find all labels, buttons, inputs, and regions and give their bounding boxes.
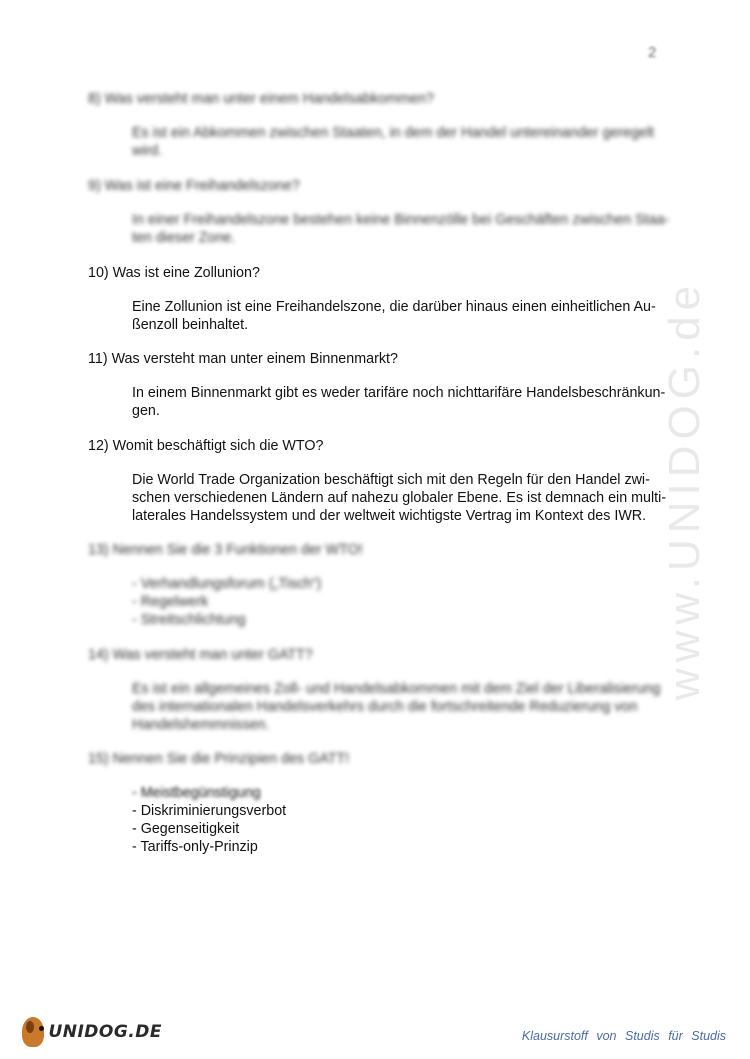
dog-icon: [22, 1017, 44, 1047]
question-11: 11) Was versteht man unter einem Binnenmarkt?: [88, 351, 398, 367]
answer-8: [132, 124, 700, 160]
answer-line: Es ist ein allgemeines Zoll- und Handelsabkommen mit dem Ziel der Liberalisierung: [132, 681, 661, 697]
answer-11: [132, 384, 700, 420]
answer-line: - Tariffs-only-Prinzip: [132, 839, 258, 855]
answer-line: Es ist ein Abkommen zwischen Staaten, in dem der Handel untereinander geregelt: [132, 125, 655, 141]
qa-item-12: [88, 437, 700, 525]
qa-item-13: [88, 541, 700, 629]
answer-line: des internationalen Handelsverkehrs durch die fortschreitende Reduzierung von: [132, 699, 638, 715]
answer-10: [132, 298, 700, 334]
answer-line: Handelshemmnissen.: [132, 717, 270, 733]
answer-line: wird.: [132, 143, 163, 159]
qa-item-15: [88, 750, 700, 856]
question-15: 15) Nennen Sie die Prinzipien des GATT!: [88, 751, 350, 767]
answer-line: - Gegenseitigkeit: [132, 821, 240, 837]
watermark-text: www.UNIDOG.de: [660, 279, 710, 701]
answer-line: ßenzoll beinhaltet.: [132, 317, 249, 333]
qa-item-10: [88, 264, 700, 334]
answer-line: - Meistbegünstigung: [132, 785, 261, 801]
answer-line: In einem Binnenmarkt gibt es weder tarifäre noch nichttarifäre Handelsbeschränkun-: [132, 385, 666, 401]
footer-tagline: Klausurstoff von Studis für Studis: [521, 1029, 726, 1043]
question-14: 14) Was versteht man unter GATT?: [88, 647, 313, 663]
answer-line: - Verhandlungsforum („Tisch“): [132, 576, 322, 592]
answer-line: schen verschiedenen Ländern auf nahezu globaler Ebene. Es ist demnach ein multi-: [132, 490, 667, 506]
question-10: 10) Was ist eine Zollunion?: [88, 265, 260, 281]
answer-line: - Regelwerk: [132, 594, 209, 610]
qa-item-9: [88, 177, 700, 247]
question-12: 12) Womit beschäftigt sich die WTO?: [88, 438, 324, 454]
answer-line: gen.: [132, 403, 160, 419]
answer-14: [132, 680, 700, 734]
answer-9: [132, 211, 700, 247]
unidog-logo[interactable]: [22, 1014, 162, 1050]
answer-line: Eine Zollunion ist eine Freihandelszone, die darüber hinaus einen einheitlichen Au-: [132, 299, 656, 315]
answer-line: - Diskriminierungsverbot: [132, 803, 287, 819]
question-9: 9) Was ist eine Freihandelszone?: [88, 178, 300, 194]
page-number: 2: [648, 44, 657, 61]
qa-item-8: [88, 90, 700, 160]
qa-item-11: [88, 350, 700, 420]
answer-15: [132, 784, 700, 856]
answer-line: In einer Freihandelszone bestehen keine Binnenzölle bei Geschäften zwischen Staa-: [132, 212, 670, 228]
question-13: 13) Nennen Sie die 3 Funktionen der WTO!: [88, 542, 363, 558]
answer-line: Die World Trade Organization beschäftigt sich mit den Regeln für den Handel zwi-: [132, 472, 650, 488]
logo-text: UNIDOG.DE: [48, 1022, 162, 1042]
question-8: 8) Was versteht man unter einem Handelsabkommen?: [88, 91, 434, 107]
answer-12: [132, 471, 700, 525]
qa-item-14: [88, 646, 700, 734]
answer-line: ten dieser Zone.: [132, 230, 236, 246]
answer-13: [132, 575, 700, 629]
answer-line: laterales Handelssystem und der weltweit wichtigste Vertrag im Kontext des IWR.: [132, 508, 647, 524]
answer-line: - Streitschlichtung: [132, 612, 246, 628]
